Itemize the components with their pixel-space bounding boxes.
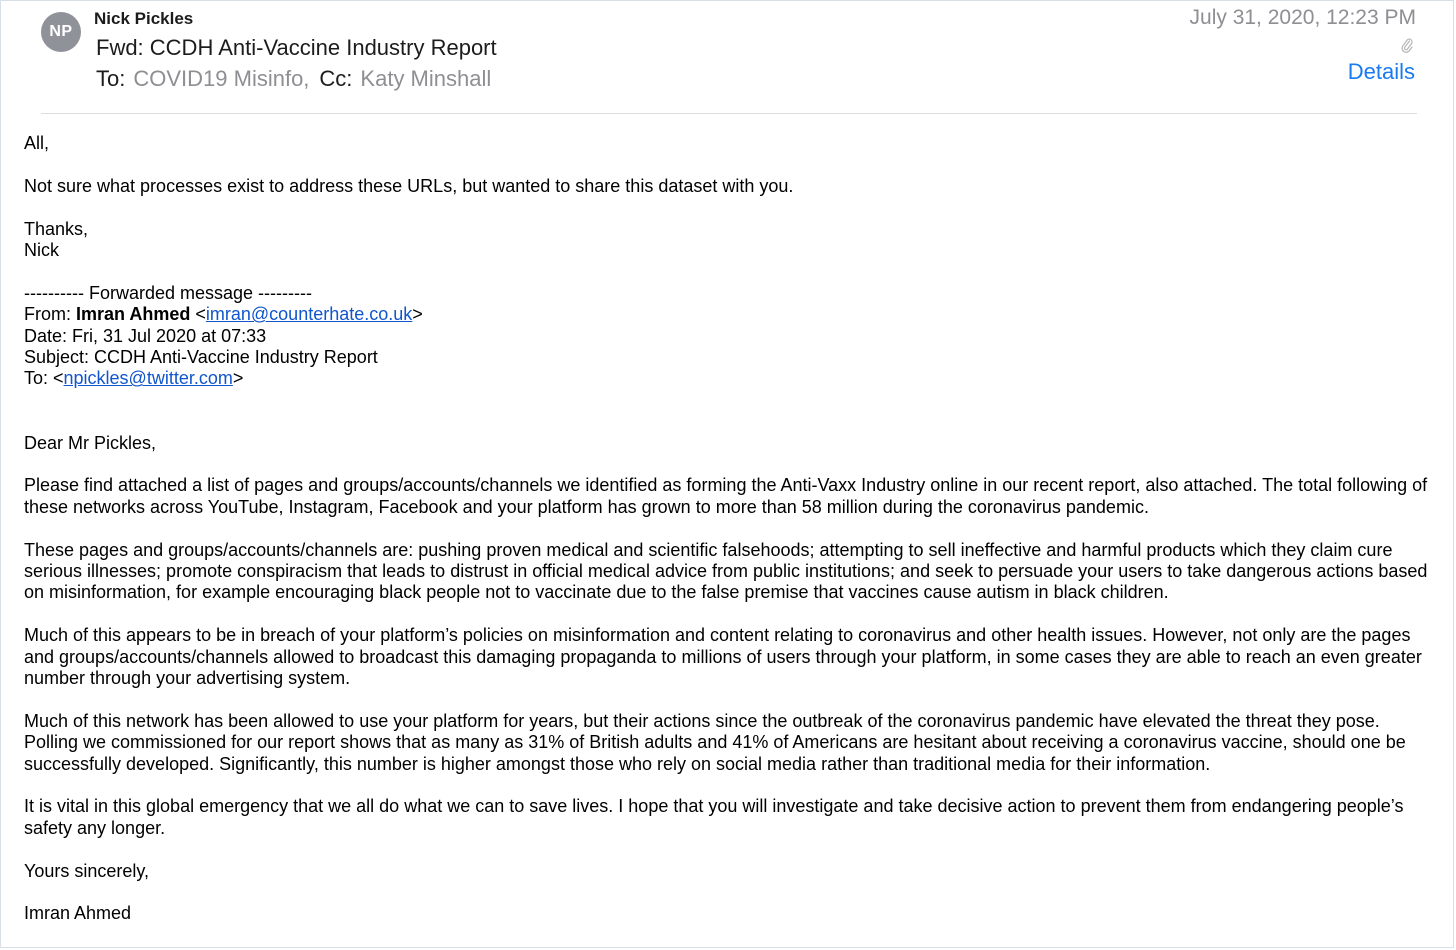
- to-label-fwd: To:: [24, 368, 49, 389]
- signoff-name: Nick: [24, 240, 59, 260]
- forward-subject-line: Subject: CCDH Anti-Vaccine Industry Report: [24, 347, 378, 368]
- blank-line: [24, 411, 1434, 432]
- forward-from-line: From: Imran Ahmed <imran@counterhate.co.uk>: [24, 304, 423, 325]
- details-link[interactable]: Details: [1347, 59, 1415, 84]
- email-header: [1, 1, 1456, 115]
- greeting: All,: [24, 133, 50, 153]
- avatar: NP: [41, 12, 81, 52]
- header-divider: [41, 113, 1417, 114]
- sender-name[interactable]: Nick Pickles: [94, 9, 194, 28]
- forward-date-line: Date: Fri, 31 Jul 2020 at 07:33: [24, 325, 267, 346]
- email-subject: Fwd: CCDH Anti-Vaccine Industry Report: [96, 35, 497, 60]
- sign-off: [24, 219, 1434, 262]
- cc-label: Cc:: [319, 66, 353, 91]
- forwarded-headers: [24, 283, 1434, 390]
- intro-paragraph: Not sure what processes exist to address these URLs, but wanted to share this dataset with you.: [24, 175, 794, 196]
- salutation: Dear Mr Pickles,: [24, 432, 157, 453]
- letter-paragraph: These pages and groups/accounts/channels are: pushing proven medical and scientific falsehoods; attempting to sell ineffective and harmful products which they claim cure serious illnesses; promote conspiracism that leads to distrust in official medical advice from public institutions; and seek to persuade your users to take dangerous actions based on misinformation, for example encouraging black people not to vaccinate due to the false premise that vaccines cause autism in black children.: [24, 539, 1428, 603]
- signature: Imran Ahmed: [24, 903, 132, 924]
- email-date: July 31, 2020, 12:23 PM: [1189, 6, 1416, 29]
- to-label: To:: [96, 66, 126, 91]
- paperclip-icon: [1401, 37, 1413, 58]
- to-recipient[interactable]: COVID19 Misinfo,: [133, 66, 310, 91]
- letter-paragraph: Much of this network has been allowed to use your platform for years, but their actions since the outbreak of the coronavirus pandemic have elevated the threat they pose. Polling we commissioned for our report shows that as many as 31% of British adults and 41% of Americans are hesitant about receiving a coronavirus vaccine, should one be successfully developed. Significantly, this number is higher amongst those who rely on social media rather than traditional media for their information.: [24, 710, 1406, 774]
- email-body: [24, 133, 1434, 946]
- recipients-line: [96, 66, 501, 92]
- letter-paragraph: Much of this appears to be in breach of your platform’s policies on misinformation and content relating to coronavirus and other health issues. However, not only are the pages and groups/accounts/channels allowed to broadcast this damaging propaganda to millions of users through your platform, in some cases they are able to reach an even greater number through your advertising system.: [24, 625, 1422, 689]
- to-email-link[interactable]: npickles@twitter.com: [63, 368, 233, 389]
- thanks-line: Thanks,: [24, 218, 89, 239]
- forward-to-line: To: <npickles@twitter.com>: [24, 368, 244, 389]
- from-email-link[interactable]: imran@counterhate.co.uk: [205, 304, 413, 325]
- cc-recipient[interactable]: Katy Minshall: [360, 66, 492, 91]
- letter-paragraph: Please find attached a list of pages and groups/accounts/channels we identified as forming the Anti-Vaxx Industry online in our recent report, also attached. The total following of these networks across YouTube, Instagram, Facebook and your platform has grown to more than 58 million during the coronavirus pandemic.: [24, 475, 1428, 517]
- letter-paragraph: It is vital in this global emergency that we all do what we can to save lives. I hope that you will investigate and take decisive action to prevent them from endangering people’s safety any longer.: [24, 796, 1404, 838]
- from-name: Imran Ahmed: [76, 304, 191, 325]
- closing: Yours sincerely,: [24, 860, 150, 881]
- from-label: From:: [24, 304, 71, 325]
- forward-separator: ---------- Forwarded message ---------: [24, 282, 312, 303]
